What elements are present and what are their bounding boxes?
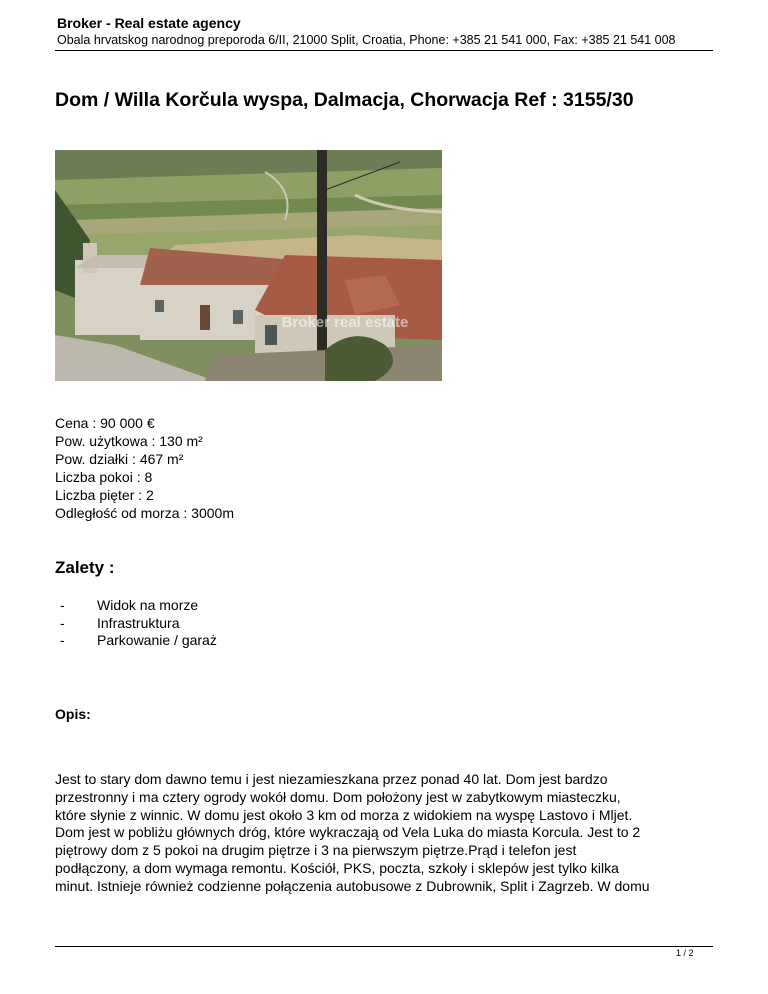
fact-rooms: Liczba pokoi : 8 xyxy=(55,469,153,485)
description-line: piętrowy dom z 5 pokoi na drugim piętrze i 3 na pierwszym piętrze.Prąd i telefon jest xyxy=(55,842,577,859)
fact-plot-area: Pow. działki : 467 m² xyxy=(55,451,184,467)
advantage-label: Infrastruktura xyxy=(97,614,180,631)
list-item xyxy=(60,615,217,633)
footer-divider xyxy=(55,946,713,947)
fact-living-area: Pow. użytkowa : 130 m² xyxy=(55,433,203,449)
description-heading: Opis: xyxy=(55,706,91,722)
agency-name: Broker - Real estate agency xyxy=(57,15,241,31)
list-bullet: - xyxy=(60,597,65,613)
header-divider xyxy=(55,50,713,51)
advantage-label: Widok na morze xyxy=(97,597,199,613)
fact-floors: Liczba pięter : 2 xyxy=(55,487,154,503)
property-photo xyxy=(55,150,442,381)
description-line: Jest to stary dom dawno temu i jest niezamieszkana przez ponad 40 lat. Dom jest bardzo xyxy=(55,771,608,787)
list-item xyxy=(60,632,217,650)
document-header xyxy=(57,14,711,48)
list-bullet: - xyxy=(60,614,65,631)
property-facts xyxy=(55,414,234,522)
description-line: przestronny i ma cztery ogrody wokół domu. Dom położony jest w zabytkowym miasteczku, xyxy=(55,788,621,805)
description-line: podłączony, a dom wymaga remontu. Kościół, PKS, poczta, szkoły i sklepów jest tylko kilka xyxy=(55,859,619,876)
fact-price: Cena : 90 000 € xyxy=(55,415,155,431)
advantages-heading: Zalety : xyxy=(55,558,115,577)
description-line: minut. Istnieje również codzienne połączenia autobusowe z Dubrownik, Split i Zagrzeb. W domu xyxy=(55,877,650,894)
fact-sea-distance: Odległość od morza : 3000m xyxy=(55,505,234,521)
listing-title: Dom / Willa Korčula wyspa, Dalmacja, Chorwacja Ref : 3155/30 xyxy=(55,89,634,111)
page-number: 1 / 2 xyxy=(676,948,694,958)
description-body xyxy=(55,771,715,896)
photo-watermark: Broker real estate xyxy=(281,314,409,331)
agency-address: Obala hrvatskog narodnog preporoda 6/II, 21000 Split, Croatia, Phone: +385 21 541 000, Fax: +385 21 541 008 xyxy=(57,33,676,47)
list-item xyxy=(60,597,217,615)
description-line: które słynie z winnic. W domu jest około 3 km od morza z widokiem na wyspę Lastovo i Mljet. xyxy=(55,806,633,823)
advantages-list xyxy=(60,597,217,650)
advantage-label: Parkowanie / garaż xyxy=(97,632,217,648)
description-line: Dom jest w pobliżu głównych dróg, które wykraczają od Vela Luka do miasta Korcula. Jest to 2 xyxy=(55,824,641,841)
list-bullet: - xyxy=(60,632,65,648)
